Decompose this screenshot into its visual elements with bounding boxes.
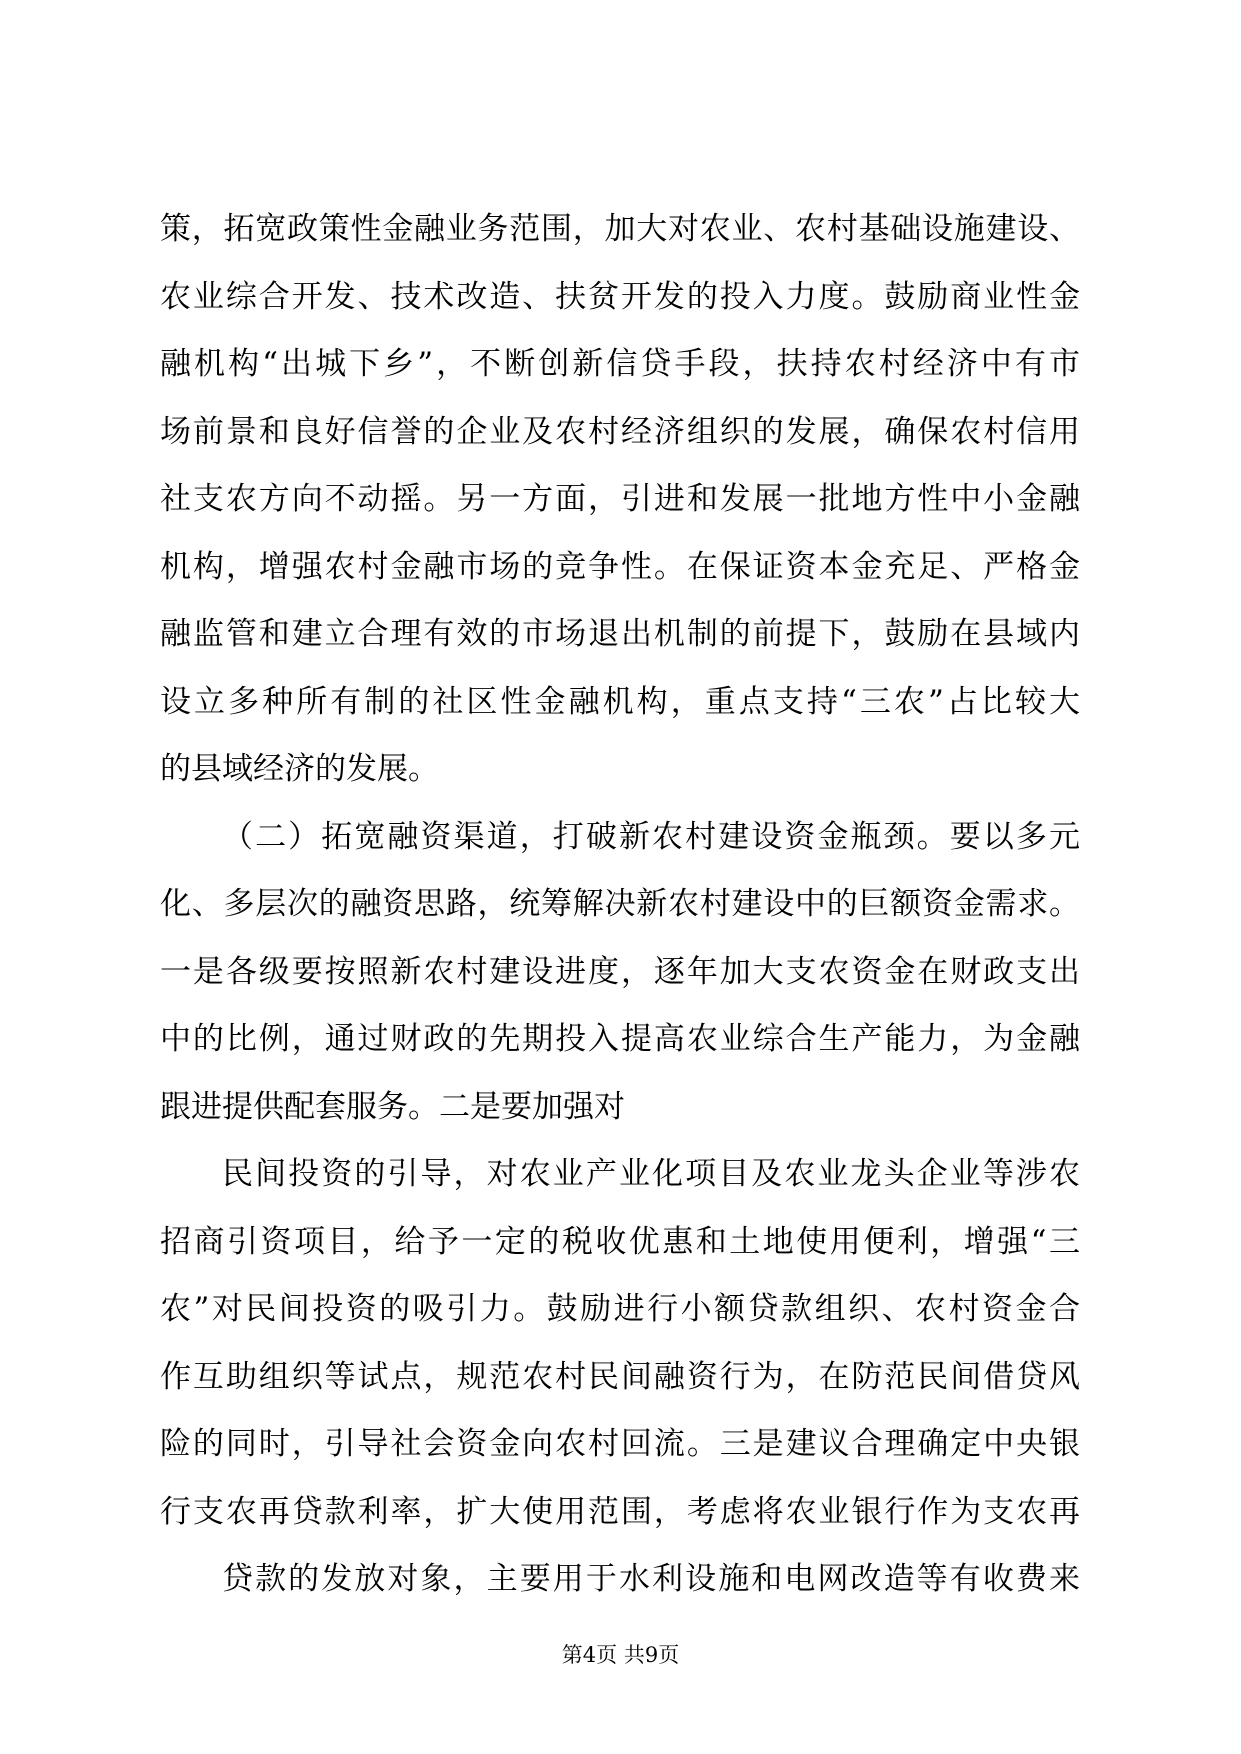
- text-line: 社支农方向不动摇。另一方面，引进和发展一批地方性中小金融: [160, 481, 1080, 517]
- text-line: 策，拓宽政策性金融业务范围，加大对农业、农村基础设施建设、: [160, 211, 1080, 247]
- text-line: 融机构“出城下乡”，不断创新信贷手段，扶持农村经济中有市: [160, 346, 1080, 382]
- text-line: 贷款的发放对象，主要用于水利设施和电网改造等有收费来: [222, 1561, 1080, 1597]
- text-line: 民间投资的引导，对农业产业化项目及农业龙头企业等涉农: [222, 1156, 1080, 1192]
- text-line: （二）拓宽融资渠道，打破新农村建设资金瓶颈。要以多元: [222, 818, 1080, 855]
- text-line: 机构，增强农村金融市场的竞争性。在保证资本金充足、严格金: [160, 548, 1080, 585]
- text-line: 的县域经济的发展。: [160, 751, 439, 787]
- text-line: 农”对民间投资的吸引力。鼓励进行小额贷款组织、农村资金合: [160, 1291, 1080, 1327]
- text-line: 农业综合开发、技术改造、扶贫开发的投入力度。鼓励商业性金: [160, 278, 1080, 315]
- text-line: 跟进提供配套服务。二是要加强对: [160, 1088, 625, 1125]
- page-footer: 第4页 共9页: [561, 1643, 680, 1667]
- body-text: [160, 196, 1080, 1614]
- text-line: 中的比例，通过财政的先期投入提高农业综合生产能力，为金融: [160, 1021, 1080, 1057]
- text-line: 招商引资项目，给予一定的税收优惠和土地使用便利，增强“三: [160, 1223, 1080, 1260]
- text-line: 场前景和良好信誉的企业及农村经济组织的发展，确保农村信用: [160, 413, 1080, 450]
- text-line: 融监管和建立合理有效的市场退出机制的前提下，鼓励在县域内: [160, 616, 1080, 652]
- text-line: 险的同时，引导社会资金向农村回流。三是建议合理确定中央银: [160, 1426, 1080, 1462]
- text-line: 设立多种所有制的社区性金融机构，重点支持“三农”占比较大: [160, 683, 1080, 720]
- text-line: 化、多层次的融资思路，统筹解决新农村建设中的巨额资金需求。: [160, 886, 1080, 922]
- text-line: 一是各级要按照新农村建设进度，逐年加大支农资金在财政支出: [160, 953, 1080, 990]
- text-line: 作互助组织等试点，规范农村民间融资行为，在防范民间借贷风: [160, 1358, 1080, 1395]
- text-line: 行支农再贷款利率，扩大使用范围，考虑将农业银行作为支农再: [160, 1493, 1080, 1530]
